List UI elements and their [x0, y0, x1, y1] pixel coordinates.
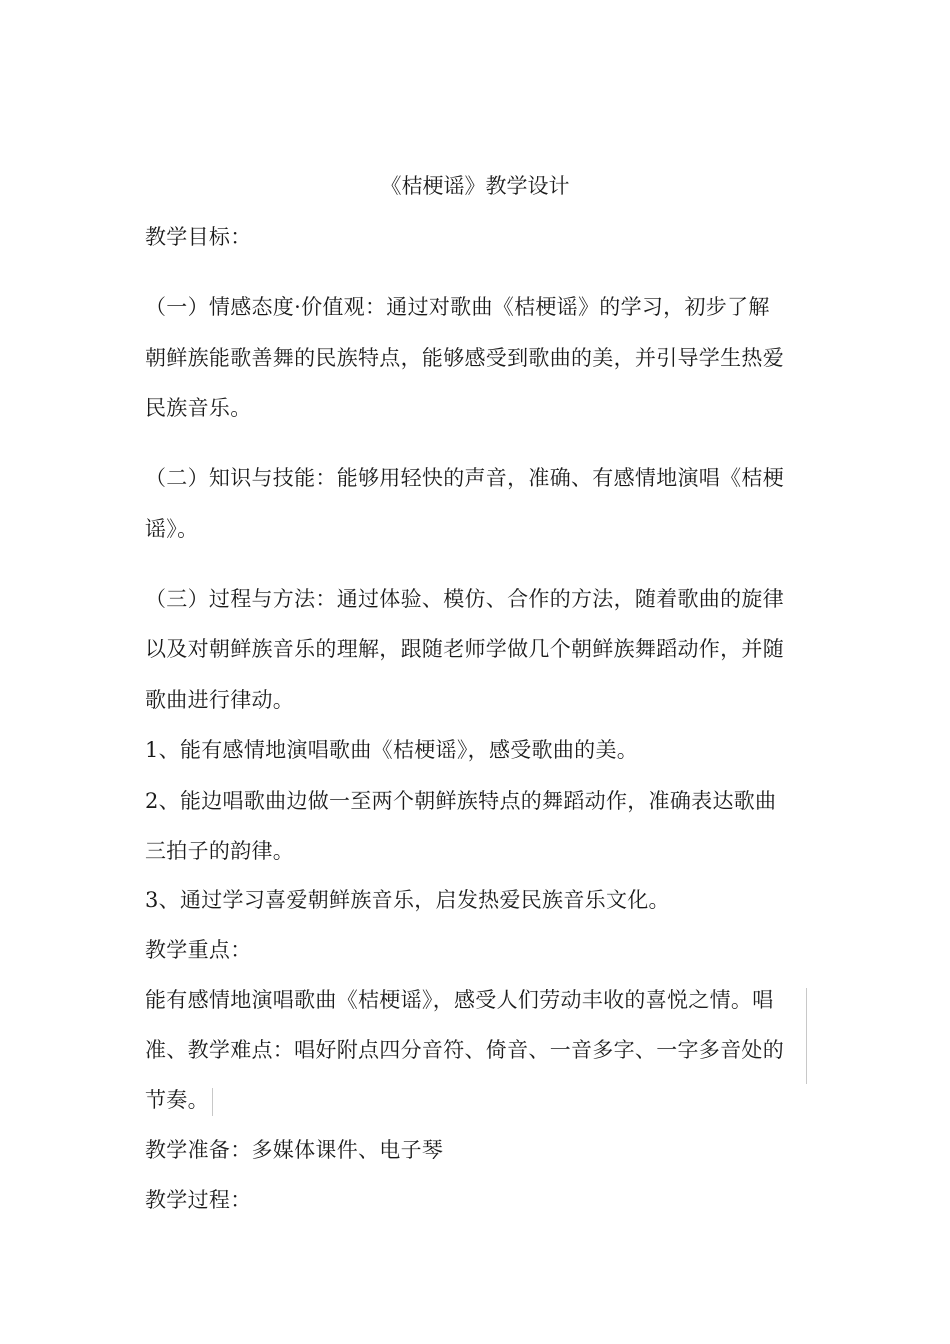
paragraph-line: （二）知识与技能：能够用轻快的声音，准确、有感情地演唱《桔梗	[145, 466, 784, 490]
paragraph-line: 谣》。	[145, 517, 199, 541]
paragraph-line: （一）情感态度·价值观：通过对歌曲《桔梗谣》的学习，初步了解	[145, 295, 770, 319]
heading-preparation: 教学准备：多媒体课件、电子琴	[145, 1138, 444, 1162]
edit-margin-line	[212, 1088, 213, 1116]
document-title: 《桔梗谣》教学设计	[380, 174, 570, 198]
heading-key-points: 教学重点：	[145, 938, 252, 962]
list-item: 3、通过学习喜爱朝鲜族音乐，启发热爱民族音乐文化。	[145, 888, 670, 912]
paragraph-line: 民族音乐。	[145, 396, 252, 420]
heading-objectives: 教学目标：	[145, 225, 252, 249]
paragraph-line: 能有感情地演唱歌曲《桔梗谣》，感受人们劳动丰收的喜悦之情。唱	[145, 988, 774, 1012]
paragraph-line: 歌曲进行律动。	[145, 688, 295, 712]
list-item: 1、能有感情地演唱歌曲《桔梗谣》，感受歌曲的美。	[145, 738, 639, 762]
edit-margin-line	[806, 988, 807, 1084]
list-item: 2、能边唱歌曲边做一至两个朝鲜族特点的舞蹈动作，准确表达歌曲	[145, 789, 777, 813]
list-item: 三拍子的韵律。	[145, 839, 295, 863]
paragraph-line: （三）过程与方法：通过体验、模仿、合作的方法，随着歌曲的旋律	[145, 587, 784, 611]
paragraph-line: 节奏。	[145, 1088, 209, 1112]
paragraph-line: 以及对朝鲜族音乐的理解，跟随老师学做几个朝鲜族舞蹈动作，并随	[145, 637, 784, 661]
heading-process: 教学过程：	[145, 1188, 252, 1212]
paragraph-line: 朝鲜族能歌善舞的民族特点，能够感受到歌曲的美，并引导学生热爱	[145, 346, 784, 370]
paragraph-line: 准、教学难点：唱好附点四分音符、倚音、一音多字、一字多音处的	[145, 1038, 784, 1062]
